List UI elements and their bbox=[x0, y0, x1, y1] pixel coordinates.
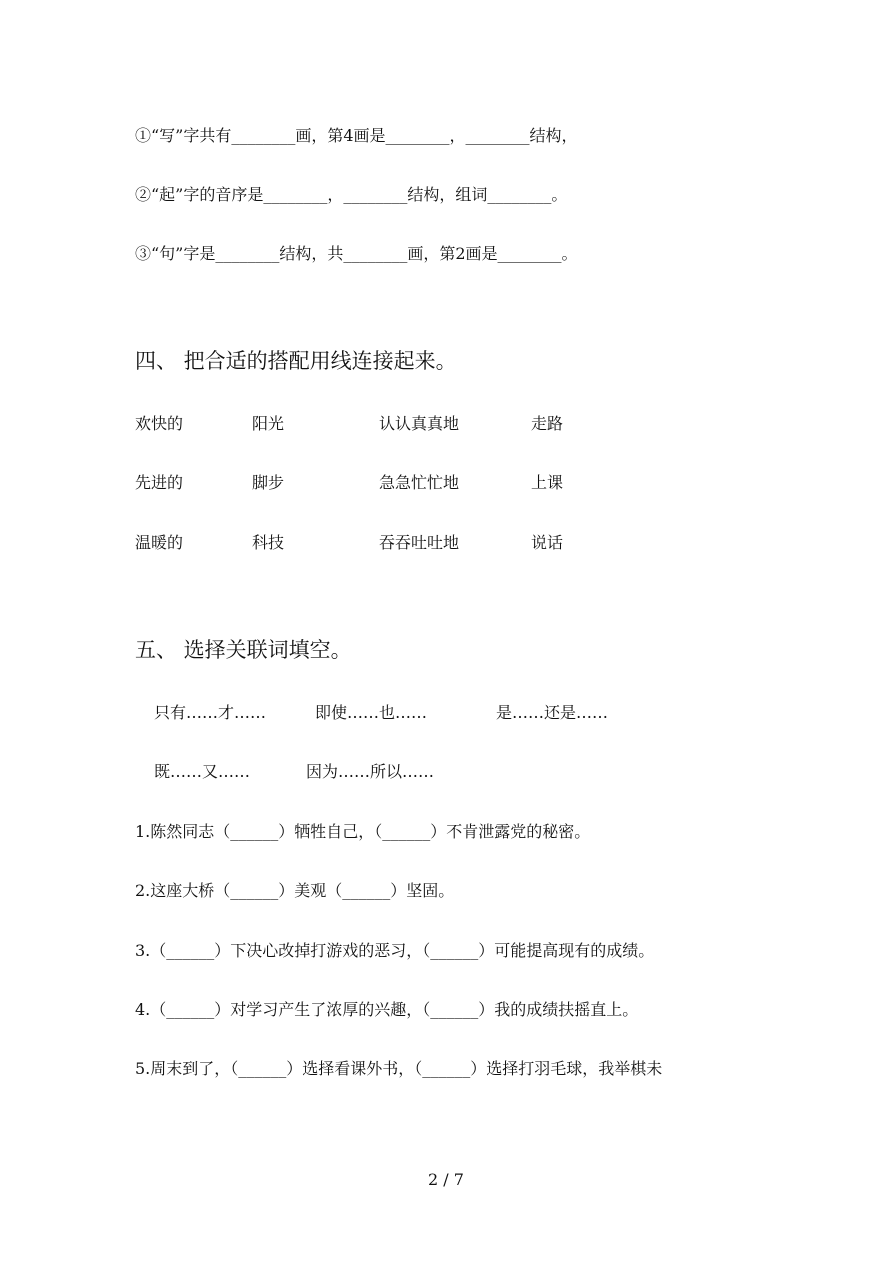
q4-row1-col2: 阳光 bbox=[252, 414, 285, 433]
q4-row3-col3: 吞吞吐吐地 bbox=[379, 533, 460, 552]
q3-item-1: ①“写”字共有________画，第4画是________，________结构， bbox=[135, 126, 578, 145]
q3-item-2: ②“起”字的音序是________，________结构，组词________。 bbox=[135, 185, 568, 204]
page-number: 2 / 7 bbox=[428, 1170, 464, 1189]
q5-item-1: 1.陈然同志（______）牺牲自己，（______）不肯泄露党的秘密。 bbox=[135, 822, 591, 841]
q5-item-5: 5.周末到了，（______）选择看课外书，（______）选择打羽毛球，我举棋未 bbox=[135, 1059, 663, 1078]
q4-row1-col4: 走路 bbox=[531, 414, 564, 433]
q5-item-2: 2.这座大桥（______）美观（______）坚固。 bbox=[135, 881, 455, 900]
q5-option-5: 因为……所以…… bbox=[306, 762, 435, 781]
q4-row3-col1: 温暖的 bbox=[135, 533, 184, 552]
q4-row2-col3: 急急忙忙地 bbox=[379, 473, 460, 492]
q5-item-3: 3.（______）下决心改掉打游戏的恶习，（______）可能提高现有的成绩。 bbox=[135, 941, 655, 960]
q4-row3-col2: 科技 bbox=[252, 533, 285, 552]
q5-heading: 五、 选择关联词填空。 bbox=[135, 638, 352, 662]
q3-item-3: ③“句”字是________结构，共________画，第2画是________。 bbox=[135, 244, 578, 263]
q4-heading: 四、 把合适的搭配用线连接起来。 bbox=[135, 349, 457, 373]
q5-option-4: 既……又…… bbox=[154, 762, 251, 781]
q4-row1-col3: 认认真真地 bbox=[379, 414, 460, 433]
q4-row2-col1: 先进的 bbox=[135, 473, 184, 492]
q4-row2-col4: 上课 bbox=[531, 473, 564, 492]
q4-row3-col4: 说话 bbox=[531, 533, 564, 552]
q4-row1-col1: 欢快的 bbox=[135, 414, 184, 433]
q5-option-2: 即使……也…… bbox=[315, 703, 428, 722]
q4-row2-col2: 脚步 bbox=[252, 473, 285, 492]
q5-item-4: 4.（______）对学习产生了浓厚的兴趣，（______）我的成绩扶摇直上。 bbox=[135, 1000, 639, 1019]
q5-option-3: 是……还是…… bbox=[496, 703, 609, 722]
q5-option-1: 只有……才…… bbox=[154, 703, 267, 722]
